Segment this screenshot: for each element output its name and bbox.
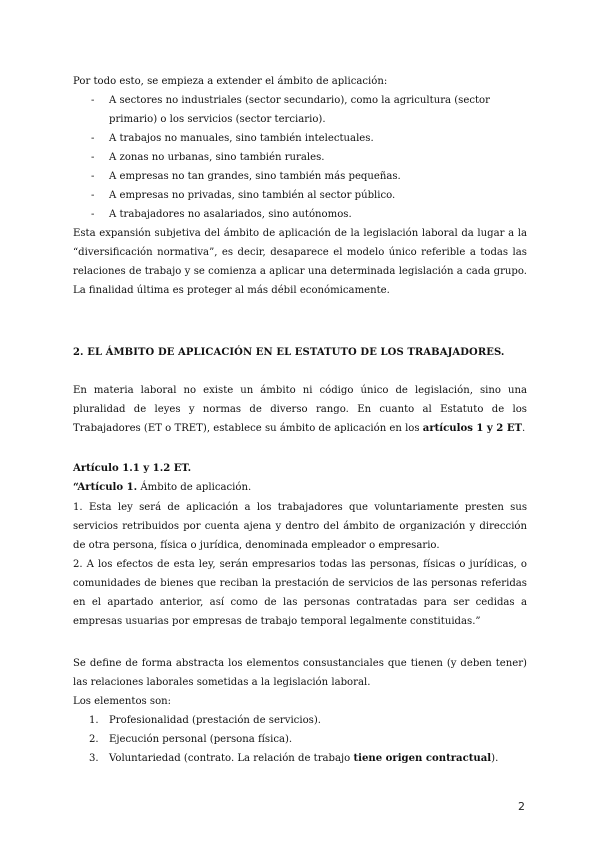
list-dash: - [91,190,95,201]
list-item-text: A empresas no tan grandes, sino también más pequeñas. [109,171,401,182]
list-item [73,91,533,129]
list-dash: - [91,152,95,163]
list-item [73,167,533,186]
section-paragraph-bold: artículos 1 y 2 ET [422,423,523,434]
list-item-text: Profesionalidad (prestación de servicios). [109,715,321,726]
section-paragraph-end: . [522,423,526,434]
list-number: 2. [89,734,99,745]
intro-lead: Por todo esto, se empieza a extender el ámbito de aplicación: [73,76,388,87]
list-item [73,711,527,730]
list-item-text: A empresas no privadas, sino también al sector público. [109,190,396,201]
list-number: 3. [89,753,99,764]
article-quote-open: “ [73,482,78,493]
list-item-text: A zonas no urbanas, sino también rurales. [109,152,325,163]
list-item [73,749,527,768]
article-title-rest: Ámbito de aplicación. [137,482,252,493]
list-item-bold: tiene origen contractual [353,753,492,764]
page-number: 2 [518,800,525,813]
article-title [73,478,527,497]
article-point-1: 1. Esta ley será de aplicación a los trabajadores que voluntariamente presten sus servicios retribuidos por cuenta ajena y dentro del ámbito de organización y dirección de otra persona, física o jurídica, denominada empleador o empresario. [73,502,527,551]
diversification-paragraph: Esta expansión subjetiva del ámbito de aplicación de la legislación laboral da lugar a la “diversificación normativa”, es decir, desaparece el modelo único referible a todas las relaciones de trabajo y se comienza a aplicar una determinada legislación a cada grupo. La finalidad última es proteger al más débil económicamente. [73,228,527,296]
list-dash: - [91,95,95,106]
list-number: 1. [89,715,99,726]
section-heading: 2. EL ÁMBITO DE APLICACIÓN EN EL ESTATUTO DE LOS TRABAJADORES. [73,347,505,358]
scope-extension-list [73,91,533,224]
list-item [73,186,533,205]
list-item-text: A trabajos no manuales, sino también intelectuales. [109,133,374,144]
article-title-bold: Artículo 1. [77,482,138,493]
list-dash: - [91,209,95,220]
list-item [73,205,533,224]
list-item-text: Ejecución personal (persona física). [109,734,293,745]
section-paragraph-text: En materia laboral no existe un ámbito ni código único de legislación, sino una pluralidad de leyes y normas de diverso rango. En cuanto al Estatuto de los Trabajadores (ET o TRET), establece su ámbito de aplicación en los [73,385,527,434]
list-item [73,148,533,167]
list-item-text: Voluntariedad (contrato. La relación de trabajo [109,753,354,764]
list-dash: - [91,171,95,182]
section-paragraph [73,381,527,438]
list-item [73,129,533,148]
article-heading: Artículo 1.1 y 1.2 ET. [73,463,192,474]
article-point-2: 2. A los efectos de esta ley, serán empresarios todas las personas, físicas o jurídicas, o comunidades de bienes que reciban la prestación de servicios de las personas referidas en el apartado anterior, así como de las personas contratadas para ser cedidas a empresas usuarias por empresas de trabajo temporal legalmente constituidas.” [73,559,527,627]
list-item-end: ). [491,753,499,764]
list-item [73,730,527,749]
list-item-text: A trabajadores no asalariados, sino autónomos. [109,209,352,220]
list-dash: - [91,133,95,144]
list-item-text: A sectores no industriales (sector secundario), como la agricultura (sector primario) o los servicios (sector terciario). [109,95,490,125]
elements-list [73,711,527,768]
elements-lead: Los elementos son: [73,696,172,707]
elements-paragraph: Se define de forma abstracta los elementos consustanciales que tienen (y deben tener) las relaciones laborales sometidas a la legislación laboral. [73,658,527,688]
